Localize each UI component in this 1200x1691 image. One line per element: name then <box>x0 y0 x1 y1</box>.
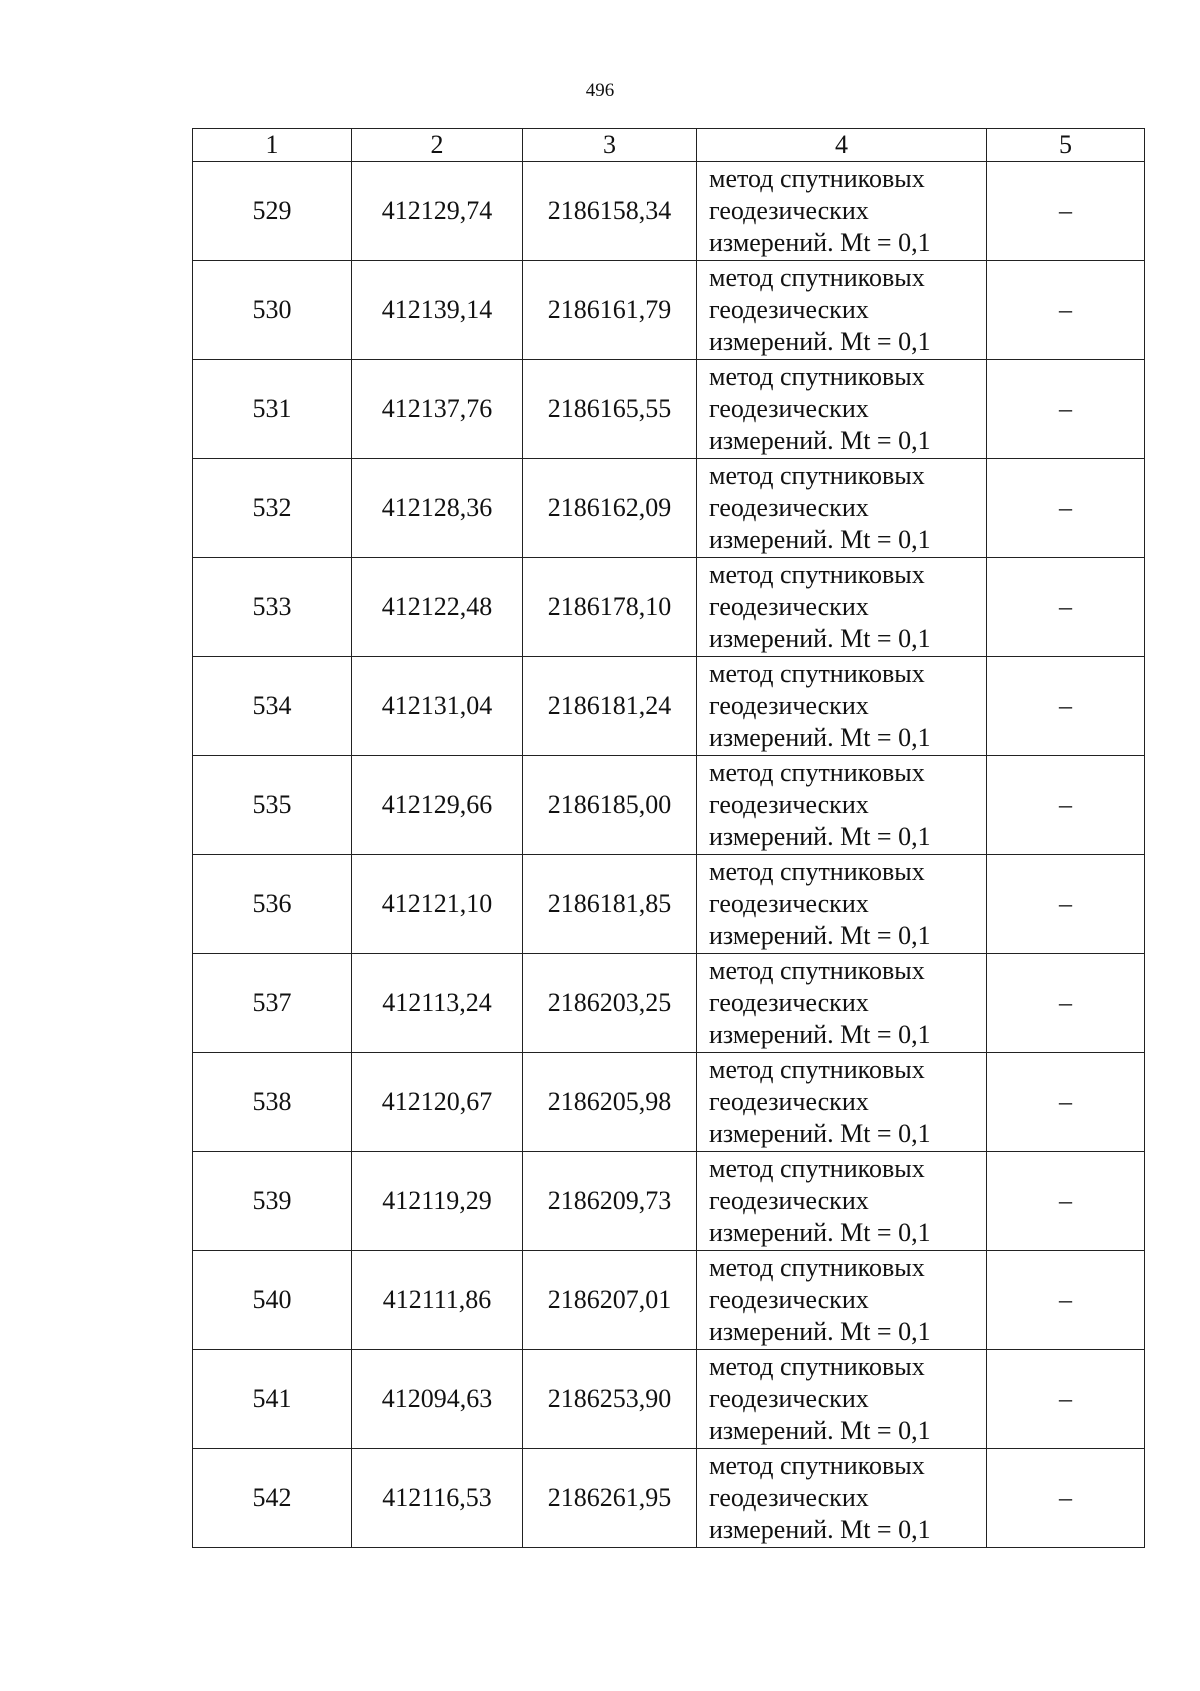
method-text-line: геодезических <box>709 1087 869 1116</box>
table-row <box>193 1152 1145 1251</box>
table-row <box>193 1251 1145 1350</box>
column-header: 2 <box>352 129 523 162</box>
x-coordinate-cell: 412137,76 <box>352 360 523 459</box>
y-coordinate-cell: 2186181,24 <box>523 657 697 756</box>
method-cell <box>697 1350 987 1449</box>
method-text-line: геодезических <box>709 790 869 819</box>
method-text-line: метод спутниковых <box>709 461 925 490</box>
method-cell <box>697 1053 987 1152</box>
method-text-line: метод спутниковых <box>709 1451 925 1480</box>
point-cell: 540 <box>193 1251 352 1350</box>
x-coordinate-cell: 412128,36 <box>352 459 523 558</box>
table-row <box>193 558 1145 657</box>
note-cell: – <box>987 1251 1145 1350</box>
method-text-line: измерений. Mt = 0,1 <box>709 1317 931 1346</box>
note-cell: – <box>987 1449 1145 1548</box>
method-text-line: геодезических <box>709 592 869 621</box>
y-coordinate-cell: 2186203,25 <box>523 954 697 1053</box>
point-cell: 530 <box>193 261 352 360</box>
method-cell <box>697 657 987 756</box>
table-row <box>193 261 1145 360</box>
x-coordinate-cell: 412129,66 <box>352 756 523 855</box>
point-cell: 535 <box>193 756 352 855</box>
point-cell: 534 <box>193 657 352 756</box>
column-header: 1 <box>193 129 352 162</box>
method-cell <box>697 1449 987 1548</box>
method-text-line: метод спутниковых <box>709 1352 925 1381</box>
table-row <box>193 1350 1145 1449</box>
note-cell: – <box>987 756 1145 855</box>
method-text-line: геодезических <box>709 493 869 522</box>
method-text-line: метод спутниковых <box>709 263 925 292</box>
y-coordinate-cell: 2186161,79 <box>523 261 697 360</box>
method-cell <box>697 162 987 261</box>
method-text-line: метод спутниковых <box>709 758 925 787</box>
y-coordinate-cell: 2186207,01 <box>523 1251 697 1350</box>
point-cell: 531 <box>193 360 352 459</box>
method-text-line: геодезических <box>709 988 869 1017</box>
note-cell: – <box>987 162 1145 261</box>
point-cell: 538 <box>193 1053 352 1152</box>
point-cell: 541 <box>193 1350 352 1449</box>
method-text-line: метод спутниковых <box>709 1253 925 1282</box>
method-text-line: геодезических <box>709 196 869 225</box>
method-text-line: метод спутниковых <box>709 1055 925 1084</box>
method-text-line: геодезических <box>709 394 869 423</box>
note-cell: – <box>987 1152 1145 1251</box>
table-row <box>193 855 1145 954</box>
method-text-line: метод спутниковых <box>709 659 925 688</box>
method-text-line: измерений. Mt = 0,1 <box>709 1515 931 1544</box>
method-cell <box>697 954 987 1053</box>
method-text-line: метод спутниковых <box>709 164 925 193</box>
column-header: 5 <box>987 129 1145 162</box>
method-text-line: метод спутниковых <box>709 1154 925 1183</box>
method-text-line: измерений. Mt = 0,1 <box>709 1218 931 1247</box>
table-row <box>193 756 1145 855</box>
table-row <box>193 954 1145 1053</box>
note-cell: – <box>987 261 1145 360</box>
table-header-row <box>193 129 1145 162</box>
method-text-line: геодезических <box>709 889 869 918</box>
method-text-line: измерений. Mt = 0,1 <box>709 723 931 752</box>
x-coordinate-cell: 412120,67 <box>352 1053 523 1152</box>
note-cell: – <box>987 954 1145 1053</box>
x-coordinate-cell: 412129,74 <box>352 162 523 261</box>
note-cell: – <box>987 1350 1145 1449</box>
point-cell: 529 <box>193 162 352 261</box>
table-row <box>193 360 1145 459</box>
method-cell <box>697 855 987 954</box>
y-coordinate-cell: 2186261,95 <box>523 1449 697 1548</box>
table-row <box>193 162 1145 261</box>
method-text-line: метод спутниковых <box>709 956 925 985</box>
point-cell: 537 <box>193 954 352 1053</box>
method-text-line: измерений. Mt = 0,1 <box>709 1020 931 1049</box>
coordinates-table <box>192 128 1145 1548</box>
method-text-line: измерений. Mt = 0,1 <box>709 426 931 455</box>
method-text-line: измерений. Mt = 0,1 <box>709 327 931 356</box>
method-text-line: геодезических <box>709 295 869 324</box>
point-cell: 536 <box>193 855 352 954</box>
y-coordinate-cell: 2186253,90 <box>523 1350 697 1449</box>
x-coordinate-cell: 412111,86 <box>352 1251 523 1350</box>
method-cell <box>697 756 987 855</box>
x-coordinate-cell: 412121,10 <box>352 855 523 954</box>
table-row <box>193 1449 1145 1548</box>
x-coordinate-cell: 412139,14 <box>352 261 523 360</box>
y-coordinate-cell: 2186209,73 <box>523 1152 697 1251</box>
method-text-line: измерений. Mt = 0,1 <box>709 921 931 950</box>
point-cell: 533 <box>193 558 352 657</box>
table-row <box>193 459 1145 558</box>
method-cell <box>697 261 987 360</box>
note-cell: – <box>987 1053 1145 1152</box>
method-text-line: измерений. Mt = 0,1 <box>709 1416 931 1445</box>
method-cell <box>697 1152 987 1251</box>
x-coordinate-cell: 412094,63 <box>352 1350 523 1449</box>
method-text-line: измерений. Mt = 0,1 <box>709 525 931 554</box>
method-text-line: геодезических <box>709 1186 869 1215</box>
method-text-line: метод спутниковых <box>709 857 925 886</box>
note-cell: – <box>987 360 1145 459</box>
method-cell <box>697 360 987 459</box>
y-coordinate-cell: 2186205,98 <box>523 1053 697 1152</box>
table-body <box>193 162 1145 1548</box>
note-cell: – <box>987 657 1145 756</box>
method-text-line: измерений. Mt = 0,1 <box>709 624 931 653</box>
point-cell: 539 <box>193 1152 352 1251</box>
x-coordinate-cell: 412113,24 <box>352 954 523 1053</box>
column-header: 4 <box>697 129 987 162</box>
method-text-line: геодезических <box>709 1285 869 1314</box>
table-row <box>193 1053 1145 1152</box>
point-cell: 542 <box>193 1449 352 1548</box>
point-cell: 532 <box>193 459 352 558</box>
x-coordinate-cell: 412131,04 <box>352 657 523 756</box>
table-row <box>193 657 1145 756</box>
method-text-line: метод спутниковых <box>709 560 925 589</box>
method-text-line: геодезических <box>709 1483 869 1512</box>
note-cell: – <box>987 855 1145 954</box>
page-number: 496 <box>585 80 615 101</box>
x-coordinate-cell: 412119,29 <box>352 1152 523 1251</box>
method-text-line: геодезических <box>709 691 869 720</box>
method-cell <box>697 558 987 657</box>
y-coordinate-cell: 2186178,10 <box>523 558 697 657</box>
method-cell <box>697 1251 987 1350</box>
method-text-line: геодезических <box>709 1384 869 1413</box>
y-coordinate-cell: 2186162,09 <box>523 459 697 558</box>
y-coordinate-cell: 2186158,34 <box>523 162 697 261</box>
y-coordinate-cell: 2186181,85 <box>523 855 697 954</box>
method-text-line: измерений. Mt = 0,1 <box>709 228 931 257</box>
note-cell: – <box>987 459 1145 558</box>
x-coordinate-cell: 412122,48 <box>352 558 523 657</box>
note-cell: – <box>987 558 1145 657</box>
y-coordinate-cell: 2186165,55 <box>523 360 697 459</box>
method-cell <box>697 459 987 558</box>
x-coordinate-cell: 412116,53 <box>352 1449 523 1548</box>
y-coordinate-cell: 2186185,00 <box>523 756 697 855</box>
column-header: 3 <box>523 129 697 162</box>
method-text-line: измерений. Mt = 0,1 <box>709 822 931 851</box>
method-text-line: метод спутниковых <box>709 362 925 391</box>
method-text-line: измерений. Mt = 0,1 <box>709 1119 931 1148</box>
